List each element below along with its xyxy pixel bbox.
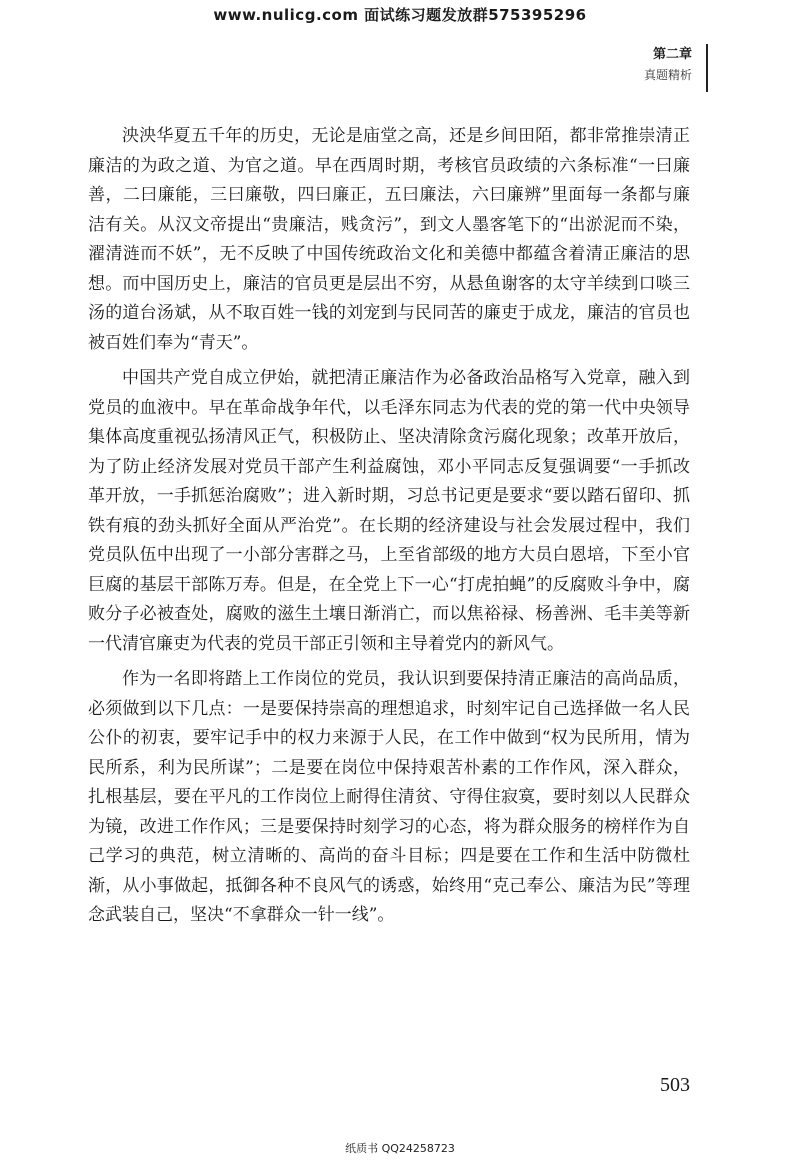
paragraph-3: 作为一名即将踏上工作岗位的党员，我认识到要保持清正廉洁的高尚品质，必须做到以下几点：一是要保持崇高的理想追求，时刻牢记自己选择做一名人民公仆的初衷，要牢记手中的权力来源于人民，在工作中做到“权为民所用，情为民所系，利为民所谋”；二是要在岗位中保持艰苦朴素的工作作风，深入群众，扎根基层，要在平凡的工作岗位上耐得住清贫、守得住寂寞，要时刻以人民群众为镜，改进工作作风；三是要保持时刻学习的心态，将为群众服务的榜样作为自己学习的典范，树立清晰的、高尚的奋斗目标；四是要在工作和生活中防微杜渐，从小事做起，抵御各种不良风气的诱惑，始终用“克己奉公、廉洁为民”等理念武装自己，坚决“不拿群众一针一线”。 bbox=[88, 669, 690, 925]
page-number: 503 bbox=[660, 1074, 690, 1096]
paragraph-1: 泱泱华夏五千年的历史，无论是庙堂之高，还是乡间田陌，都非常推崇清正廉洁的为政之道、为官之道。早在西周时期，考核官员政绩的六条标准“一曰廉善，二曰廉能，三曰廉敬，四曰廉正，五曰廉法，六曰廉辨”里面每一条都与廉洁有关。从汉文帝提出“贵廉洁，贱贪污”，到文人墨客笔下的“出淤泥而不染，濯清涟而不妖”，无不反映了中国传统政治文化和美德中都蕴含着清正廉洁的思想。而中国历史上，廉洁的官员更是层出不穷，从悬鱼谢客的太守羊续到口啖三汤的道台汤斌，从不取百姓一钱的刘宠到与民同苦的廉吏于成龙，廉洁的官员也被百姓们奉为“青天”。 bbox=[88, 126, 690, 353]
chapter-subtitle: 真题精析 bbox=[643, 68, 692, 82]
chapter-title: 第二章 bbox=[652, 47, 692, 62]
article-body bbox=[88, 122, 690, 937]
chapter-divider bbox=[706, 44, 708, 92]
top-banner: www.nulicg.com 面试练习题发放群575395296 bbox=[213, 6, 587, 24]
chapter-header bbox=[644, 44, 692, 84]
footer-note: 纸质书 QQ24258723 bbox=[345, 1142, 455, 1155]
paragraph-2: 中国共产党自成立伊始，就把清正廉洁作为必备政治品格写入党章，融入到党员的血液中。早在革命战争年代，以毛泽东同志为代表的党的第一代中央领导集体高度重视弘扬清风正气，积极防止、坚决清除贪污腐化现象；改革开放后，为了防止经济发展对党员干部产生利益腐蚀，邓小平同志反复强调要“一手抓改革开放，一手抓惩治腐败”；进入新时期，习总书记更是要求“要以踏石留印、抓铁有痕的劲头抓好全面从严治党”。在长期的经济建设与社会发展过程中，我们党员队伍中出现了一小部分害群之马，上至省部级的地方大员白恩培，下至小官巨腐的基层干部陈万寿。但是，在全党上下一心“打虎拍蝇”的反腐败斗争中，腐败分子必被查处，腐败的滋生土壤日渐消亡，而以焦裕禄、杨善洲、毛丰美等新一代清官廉吏为代表的党员干部正引领和主导着党内的新风气。 bbox=[88, 368, 690, 654]
